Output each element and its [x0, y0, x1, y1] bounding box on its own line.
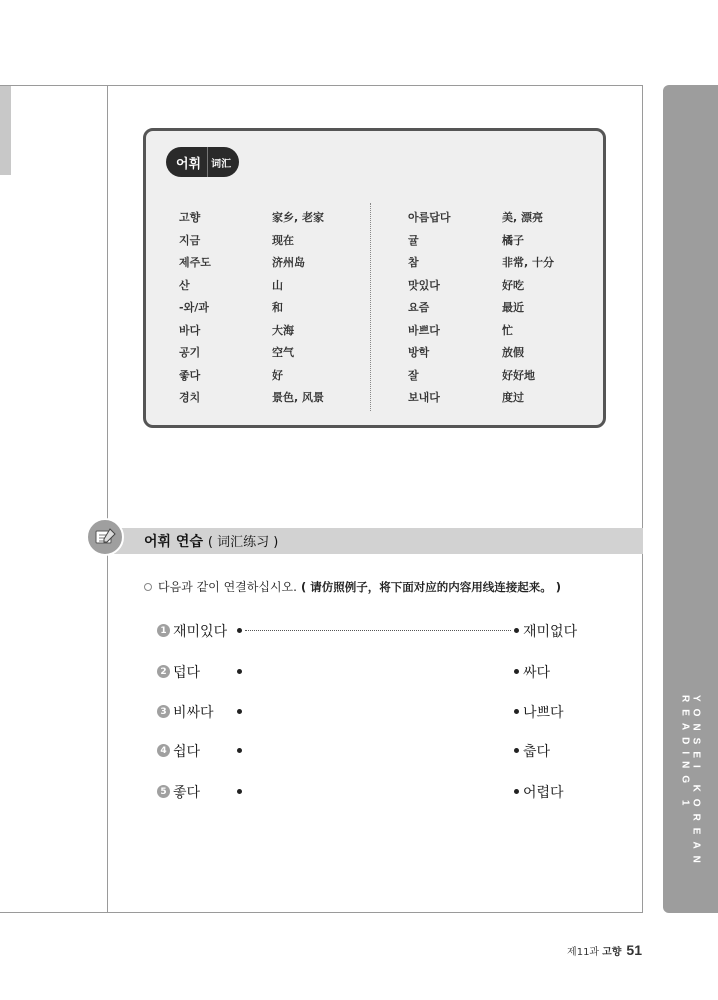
right-word: 재미없다 [523, 624, 578, 640]
number-circle: 5 [157, 785, 170, 798]
vocab-translation: 济州岛 [272, 256, 305, 270]
practice-section-header [86, 518, 643, 556]
left-connector-dot[interactable] [237, 628, 242, 633]
right-connector-dot[interactable] [514, 748, 519, 753]
practice-title [144, 531, 278, 551]
vocab-word: 바쁘다 [408, 323, 440, 337]
right-connector-dot[interactable] [514, 628, 519, 633]
page-footer [567, 942, 642, 958]
vocab-left-korean-column [179, 206, 211, 409]
left-word: 비싸다 [173, 705, 214, 721]
vocab-translation: 橘子 [502, 233, 524, 247]
vocab-translation: 好 [272, 368, 283, 382]
vocab-word: 바다 [179, 323, 201, 337]
number-circle: 3 [157, 705, 170, 718]
vocab-translation: 空气 [272, 346, 294, 360]
pencil-notebook-icon [86, 518, 124, 556]
footer-topic: 고향 [602, 947, 622, 958]
footer-lesson: 제11과 [567, 947, 600, 958]
number-circle: 4 [157, 744, 170, 757]
page-number: 51 [626, 942, 642, 958]
badge-korean: 어휘 [166, 147, 207, 177]
left-word: 쉽다 [173, 744, 201, 760]
bullet-circle-icon [144, 583, 152, 591]
vocab-translation: 现在 [272, 233, 294, 247]
vocab-translation: 家乡, 老家 [272, 211, 325, 225]
exercise-instruction [144, 578, 561, 595]
vocab-left-chinese-column [272, 206, 324, 409]
vocab-word: 경치 [179, 391, 201, 405]
vocabulary-box [143, 128, 606, 428]
vocab-word: 산 [179, 278, 190, 292]
right-word: 춥다 [523, 744, 551, 760]
vocab-word: 귤 [408, 233, 419, 247]
vocab-word: 지금 [179, 233, 201, 247]
vocab-translation: 山 [272, 278, 283, 292]
vocab-right-korean-column [408, 206, 451, 409]
vocab-translation: 和 [272, 301, 283, 315]
vocab-translation: 放假 [502, 346, 524, 360]
matching-row [157, 781, 597, 805]
practice-title-korean: 어휘 연습 [144, 534, 203, 550]
right-connector-dot[interactable] [514, 709, 519, 714]
right-connector-dot[interactable] [514, 789, 519, 794]
vocab-translation: 最近 [502, 301, 524, 315]
left-word: 좋다 [173, 785, 201, 801]
vocab-translation: 非常, 十分 [502, 256, 555, 270]
vocab-word: 공기 [179, 346, 201, 360]
vocab-translation: 好好地 [502, 368, 535, 382]
vocab-word: 제주도 [179, 256, 211, 270]
matching-row [157, 661, 597, 685]
right-word: 어렵다 [523, 785, 564, 801]
vocab-word: 참 [408, 256, 419, 270]
vocabulary-badge [166, 147, 239, 177]
vocab-word: 고향 [179, 211, 201, 225]
matching-row [157, 620, 597, 644]
left-word: 덥다 [173, 665, 201, 681]
left-connector-dot[interactable] [237, 669, 242, 674]
vocab-translation: 景色, 风景 [272, 391, 325, 405]
right-word: 싸다 [523, 665, 551, 681]
vocab-word: 보내다 [408, 391, 440, 405]
vocab-translation: 忙 [502, 323, 513, 337]
left-word: 재미있다 [173, 624, 228, 640]
matching-row [157, 701, 597, 725]
matching-row [157, 740, 597, 764]
left-connector-dot[interactable] [237, 709, 242, 714]
right-word: 나쁘다 [523, 705, 564, 721]
vocab-translation: 美, 漂亮 [502, 211, 544, 225]
vocab-translation: 度过 [502, 391, 524, 405]
vocab-translation: 大海 [272, 323, 294, 337]
vocab-word: 맛있다 [408, 278, 440, 292]
badge-chinese: 词汇 [207, 147, 239, 177]
number-circle: 1 [157, 624, 170, 637]
book-side-tab [663, 85, 718, 913]
instruction-chinese: ( 请仿照例子，将下面对应的内容用线连接起来。 ) [300, 579, 561, 594]
left-connector-dot[interactable] [237, 748, 242, 753]
vocab-column-divider [370, 203, 371, 411]
instruction-korean: 다음과 같이 연결하십시오. [158, 580, 297, 594]
vocab-word: 좋다 [179, 368, 201, 382]
margin-line [107, 85, 108, 913]
vocab-translation: 好吃 [502, 278, 524, 292]
vocab-word: 잘 [408, 368, 419, 382]
vocab-right-chinese-column [502, 206, 554, 409]
practice-title-chinese: ( 词汇练习 ) [207, 535, 279, 550]
number-circle: 2 [157, 665, 170, 678]
vocab-word: 방학 [408, 346, 430, 360]
vocab-word: -와/과 [179, 301, 209, 315]
right-connector-dot[interactable] [514, 669, 519, 674]
vocab-word: 아름답다 [408, 211, 451, 225]
left-connector-dot[interactable] [237, 789, 242, 794]
example-connection-line [245, 630, 511, 631]
book-title-vertical: YONSEI KOREAN READING 1 [679, 695, 702, 870]
vocab-word: 요즘 [408, 301, 430, 315]
